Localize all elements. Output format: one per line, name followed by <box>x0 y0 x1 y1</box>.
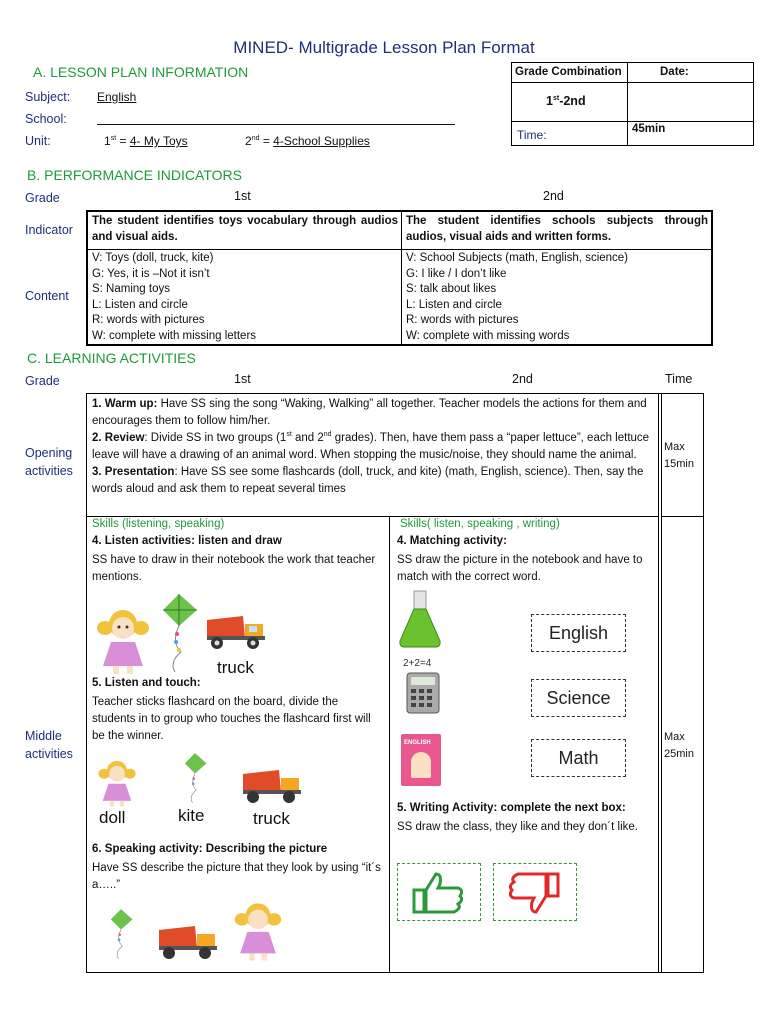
left-a4-text: SS have to draw in their notebook the work that teacher mentions. <box>92 554 376 583</box>
word-box-english: English <box>531 614 626 652</box>
english-book-picture <box>401 734 441 786</box>
presentation-title: 3. Presentation <box>92 466 175 478</box>
time-label: Time: <box>517 128 547 142</box>
indicator-label: Indicator <box>25 223 73 237</box>
kite-picture-3 <box>107 904 135 964</box>
dislike-box <box>493 863 577 921</box>
thumbs-down-icon <box>506 870 562 916</box>
indicator-2nd: The student identifies schools subjects through audios, visual aids and written forms. <box>406 215 708 243</box>
info-box <box>511 62 754 146</box>
grades-sup: st <box>552 94 560 102</box>
school-label: School: <box>25 112 67 126</box>
unit1-sup: st <box>110 135 117 142</box>
grade-combination-label: Grade Combination <box>515 66 622 78</box>
right-a4-text: SS draw the picture in the notebook and have to match with the correct word. <box>397 554 643 583</box>
time-value: 45min <box>632 123 666 135</box>
calculator-picture <box>405 671 441 715</box>
presentation-item <box>92 464 655 498</box>
opening-time: Max 15min <box>664 441 694 470</box>
content-2nd-line: W: complete with missing words <box>406 329 570 342</box>
unit-second <box>245 134 370 148</box>
left-a5-title: 5. Listen and touch: <box>92 677 201 689</box>
content-2nd-line: L: Listen and circle <box>406 298 502 311</box>
grades-value <box>546 94 586 108</box>
like-box <box>397 863 481 921</box>
left-a4-title: 4. Listen activities: listen and draw <box>92 535 282 547</box>
unit-label: Unit: <box>25 134 51 148</box>
right-skills: Skills( listen, speaking , writing) <box>400 518 560 530</box>
kite-picture <box>157 592 201 674</box>
content-2nd-line: G: I like / I don’t like <box>406 267 507 280</box>
calc-text: 2+2=4 <box>403 658 432 669</box>
c-col2-header: 2nd <box>512 372 533 386</box>
word-box-math: Math <box>531 739 626 777</box>
kite-picture-2 <box>181 750 209 806</box>
warmup-text: Have SS sing the song “Waking, Walking” all together. Teacher models the actions for them and encourages them to follow him/her. <box>92 398 647 427</box>
truck-picture-3 <box>155 922 221 962</box>
truck-picture-2 <box>241 766 303 806</box>
warmup-item <box>92 396 655 430</box>
content-1st-line: W: complete with missing letters <box>92 329 257 342</box>
middle-label: Middle activities <box>25 729 73 761</box>
doll-picture-2 <box>97 757 137 809</box>
unit1-eq: = <box>116 134 130 148</box>
right-a4-title: 4. Matching activity: <box>397 535 507 547</box>
b-col1-header: 1st <box>234 189 251 203</box>
content-1st <box>92 251 398 344</box>
content-2nd <box>406 251 708 344</box>
truck-word-2: truck <box>253 809 290 828</box>
content-2nd-line: S: talk about likes <box>406 283 497 295</box>
c-grade-label: Grade <box>25 374 60 388</box>
activities-table <box>86 393 704 973</box>
school-line <box>97 124 455 125</box>
opening-content <box>92 396 655 498</box>
right-a5-text: SS draw the class, they like and they don´t like. <box>397 821 638 833</box>
unit1-prefix: 1 <box>104 134 111 148</box>
unit1-value: 4- My Toys <box>129 134 188 148</box>
content-1st-line: G: Yes, it is –Not it isn’t <box>92 267 210 280</box>
c-col3-header: Time <box>665 372 693 386</box>
section-c-heading: C. LEARNING ACTIVITIES <box>27 350 196 366</box>
truck-picture <box>205 612 267 652</box>
c-col1-header: 1st <box>234 372 251 386</box>
section-a-heading: A. LESSON PLAN INFORMATION <box>33 64 249 80</box>
left-a6-text: Have SS describe the picture that they look by using “it´s a…..” <box>92 862 381 891</box>
unit2-eq: = <box>259 134 274 148</box>
review-text-c: grades). Then, have them pass a “paper lettuce”, each lettuce leave will have a drawing of an animal word. When stopping the music/noise, they should name the animal. <box>92 432 650 461</box>
review-item <box>92 430 655 464</box>
kite-word: kite <box>178 806 205 825</box>
thumbs-up-icon <box>410 870 466 916</box>
middle-time: Max 25min <box>664 731 694 760</box>
doll-picture <box>95 606 151 676</box>
subject-label: Subject: <box>25 90 71 104</box>
word-box-science: Science <box>531 679 626 717</box>
date-label: Date: <box>660 66 689 78</box>
left-a5-text: Teacher sticks flashcard on the board, divide the students in to group who touches the flashcard first will be the winner. <box>92 696 371 742</box>
grades-1: 1 <box>546 94 553 108</box>
review-title: 2. Review <box>92 432 145 444</box>
content-1st-line: L: Listen and circle <box>92 298 188 311</box>
left-a6-title: 6. Speaking activity: Describing the picture <box>92 843 328 855</box>
doll-word: doll <box>99 808 126 827</box>
right-a5-title: 5. Writing Activity: complete the next box: <box>397 802 626 814</box>
content-1st-line: V: Toys (doll, truck, kite) <box>92 252 214 264</box>
unit-first <box>104 134 188 148</box>
b-col2-header: 2nd <box>543 189 564 203</box>
review-sup1: st <box>286 431 292 439</box>
warmup-title: 1. Warm up: <box>92 398 158 410</box>
truck-word: truck <box>217 658 254 677</box>
presentation-text: : Have SS see some flashcards (doll, truck, and kite) (math, English, science). Then, say the words aloud and ask them to repeat several times <box>92 466 644 495</box>
doll-picture-3 <box>233 898 283 964</box>
b-grade-label: Grade <box>25 191 60 205</box>
content-2nd-line: V: School Subjects (math, English, science) <box>406 252 629 264</box>
section-b-heading: B. PERFORMANCE INDICATORS <box>27 167 242 183</box>
grades-2: -2nd <box>559 94 586 108</box>
unit2-prefix: 2 <box>245 134 252 148</box>
content-2nd-line: R: words with pictures <box>406 314 519 326</box>
opening-label: Opening activities <box>25 446 73 478</box>
flask-picture <box>397 589 443 649</box>
unit2-value: 4-School Supplies <box>273 134 370 148</box>
review-text-b: and 2 <box>291 432 324 444</box>
indicators-table <box>86 210 713 346</box>
book-text: ENGLISH <box>404 740 431 746</box>
content-label: Content <box>25 289 69 303</box>
review-sup2: nd <box>323 431 332 439</box>
page-title: MINED- Multigrade Lesson Plan Format <box>233 38 535 57</box>
review-text-a: : Divide SS in two groups (1 <box>144 432 287 444</box>
content-1st-line: S: Naming toys <box>92 283 170 295</box>
subject-value: English <box>97 90 137 104</box>
unit2-sup: nd <box>251 135 260 142</box>
content-1st-line: R: words with pictures <box>92 314 205 326</box>
left-skills: Skills (listening, speaking) <box>92 518 225 530</box>
indicator-1st: The student identifies toys vocabulary through audios and visual aids. <box>92 215 398 243</box>
